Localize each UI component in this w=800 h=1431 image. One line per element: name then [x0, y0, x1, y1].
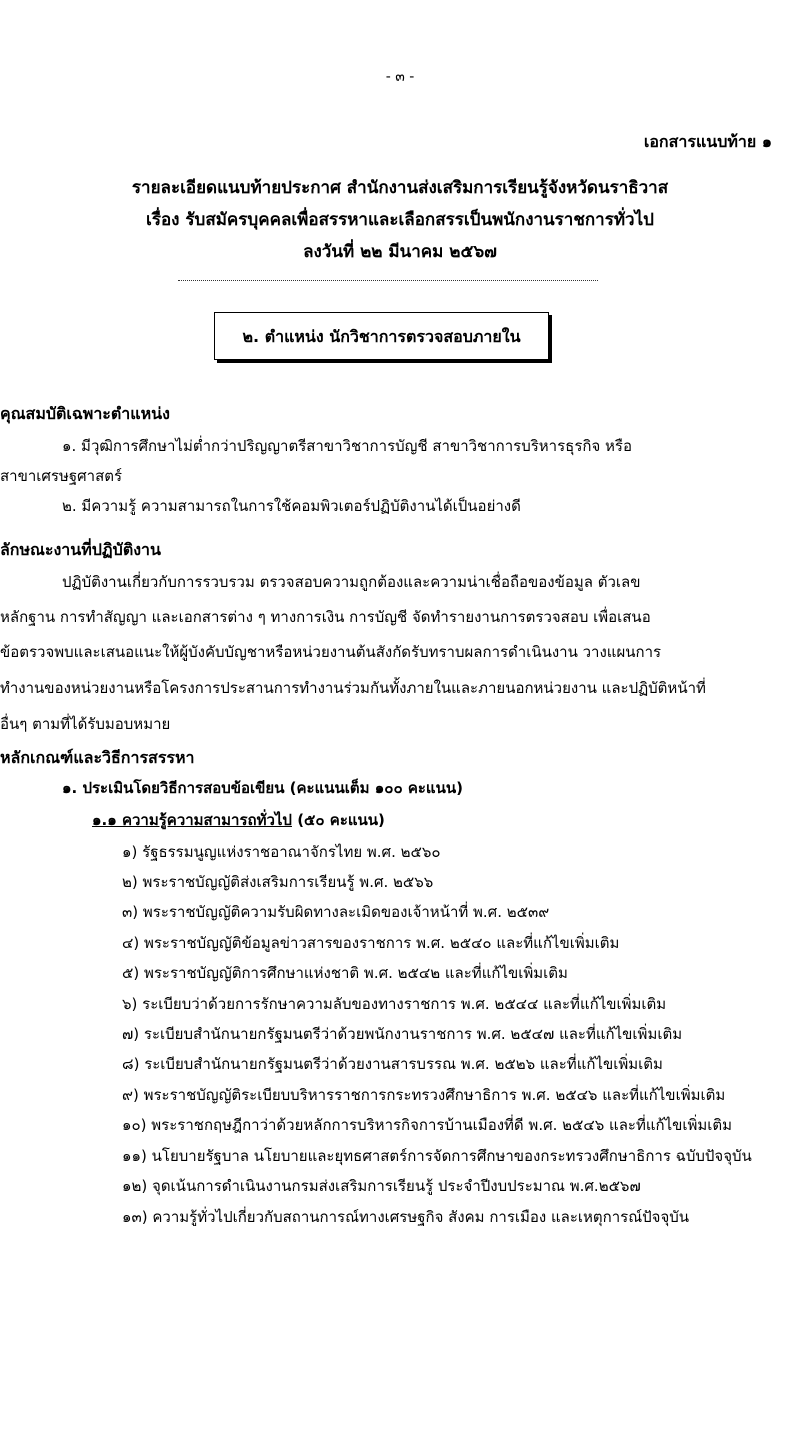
- qualification-item-1-line-2: สาขาเศรษฐศาสตร์: [0, 467, 123, 485]
- title-line-1: รายละเอียดแนบท้ายประกาศ สำนักงานส่งเสริมการเรียนรู้จังหวัดนราธิวาส: [131, 178, 669, 198]
- exam-topic-item: ๑๐) พระราชกฤษฎีกาว่าด้วยหลักการบริหารกิจการบ้านเมืองที่ดี พ.ศ. ๒๕๔๖ และที่แก้ไขเพิ่มเติม: [122, 1116, 733, 1134]
- sub-1-1-label: ๑.๑ ความรู้ความสามารถทั่วไป: [92, 811, 292, 829]
- job-nature-heading: ลักษณะงานที่ปฏิบัติงาน: [0, 540, 161, 559]
- exam-topic-item: ๔) พระราชบัญญัติข้อมูลข่าวสารของราชการ พ.ศ. ๒๕๔๐ และที่แก้ไขเพิ่มเติม: [122, 934, 620, 952]
- job-nature-line: หลักฐาน การทำสัญญา และเอกสารต่าง ๆ ทางการเงิน การบัญชี จัดทำรายงานการตรวจสอบ เพื่อเสนอ: [0, 608, 651, 626]
- exam-topic-item: ๒) พระราชบัญญัติส่งเสริมการเรียนรู้ พ.ศ. ๒๕๖๖: [122, 873, 434, 891]
- exam-topic-item: ๗) ระเบียบสำนักนายกรัฐมนตรีว่าด้วยพนักงานราชการ พ.ศ. ๒๕๔๗ และที่แก้ไขเพิ่มเติม: [122, 1025, 683, 1043]
- job-nature-line: ทำงานของหน่วยงานหรือโครงการประสานการทำงานร่วมกันทั้งภายในและภายนอกหน่วยงาน และปฏิบัติหน้าที่: [0, 679, 706, 697]
- exam-topic-item: ๖) ระเบียบว่าด้วยการรักษาความลับของทางราชการ พ.ศ. ๒๕๔๔ และที่แก้ไขเพิ่มเติม: [122, 995, 667, 1013]
- title-line-2: เรื่อง รับสมัครบุคคลเพื่อสรรหาและเลือกสรรเป็นพนักงานราชการทั่วไป: [146, 210, 654, 230]
- job-nature-line: อื่นๆ ตามที่ได้รับมอบหมาย: [0, 715, 171, 733]
- exam-topic-item: ๑) รัฐธรรมนูญแห่งราชอาณาจักรไทย พ.ศ. ๒๕๖๐: [122, 843, 441, 861]
- job-nature-line: ข้อตรวจพบและเสนอแนะให้ผู้บังคับบัญชาหรือหน่วยงานต้นสังกัดรับทราบผลการดำเนินงาน วางแผนการ: [0, 643, 662, 661]
- job-nature-line: ปฏิบัติงานเกี่ยวกับการรวบรวม ตรวจสอบความถูกต้องและความน่าเชื่อถือของข้อมูล ตัวเลข: [62, 573, 641, 591]
- position-box: ๒. ตำแหน่ง นักวิชาการตรวจสอบภายใน: [214, 312, 549, 360]
- qualification-item-2: ๒. มีความรู้ ความสามารถในการใช้คอมพิวเตอร์ปฏิบัติงานได้เป็นอย่างดี: [62, 497, 521, 515]
- dotted-separator: [178, 280, 598, 281]
- exam-topic-item: ๘) ระเบียบสำนักนายกรัฐมนตรีว่าด้วยงานสารบรรณ พ.ศ. ๒๕๒๖ และที่แก้ไขเพิ่มเติม: [122, 1055, 663, 1073]
- exam-topic-item: ๑๑) นโยบายรัฐบาล นโยบายและยุทธศาสตร์การจัดการศึกษาของกระทรวงศึกษาธิการ ฉบับปัจจุบัน: [122, 1147, 752, 1165]
- exam-topic-item: ๙) พระราชบัญญัติระเบียบบริหารราชการกระทรวงศึกษาธิการ พ.ศ. ๒๕๔๖ และที่แก้ไขเพิ่มเติม: [122, 1086, 726, 1104]
- qualifications-heading: คุณสมบัติเฉพาะตำแหน่ง: [0, 404, 170, 423]
- selection-sub-1-1: [92, 808, 385, 832]
- page-number: - ๓ -: [385, 69, 415, 85]
- exam-topic-item: ๑๒) จุดเน้นการดำเนินงานกรมส่งเสริมการเรียนรู้ ประจำปีงบประมาณ พ.ศ.๒๕๖๗: [122, 1177, 641, 1195]
- exam-topic-item: ๕) พระราชบัญญัติการศึกษาแห่งชาติ พ.ศ. ๒๕๔๒ และที่แก้ไขเพิ่มเติม: [122, 964, 568, 982]
- sub-1-1-score: (๕๐ คะแนน): [297, 811, 385, 829]
- exam-topic-item: ๓) พระราชบัญญัติความรับผิดทางละเมิดของเจ้าหน้าที่ พ.ศ. ๒๕๓๙: [122, 903, 550, 921]
- annex-label: เอกสารแนบท้าย ๑: [643, 132, 772, 151]
- qualification-item-1-line-1: ๑. มีวุฒิการศึกษาไม่ต่ำกว่าปริญญาตรีสาขาวิชาการบัญชี สาขาวิชาการบริหารธุรกิจ หรือ: [62, 437, 632, 455]
- selection-sub-1: ๑. ประเมินโดยวิธีการสอบข้อเขียน (คะแนนเต็ม ๑๐๐ คะแนน): [62, 779, 463, 797]
- selection-heading: หลักเกณฑ์และวิธีการสรรหา: [0, 748, 195, 767]
- title-line-3: ลงวันที่ ๒๒ มีนาคม ๒๕๖๗: [303, 242, 497, 262]
- exam-topic-item: ๑๓) ความรู้ทั่วไปเกี่ยวกับสถานการณ์ทางเศรษฐกิจ สังคม การเมือง และเหตุการณ์ปัจจุบัน: [122, 1208, 690, 1226]
